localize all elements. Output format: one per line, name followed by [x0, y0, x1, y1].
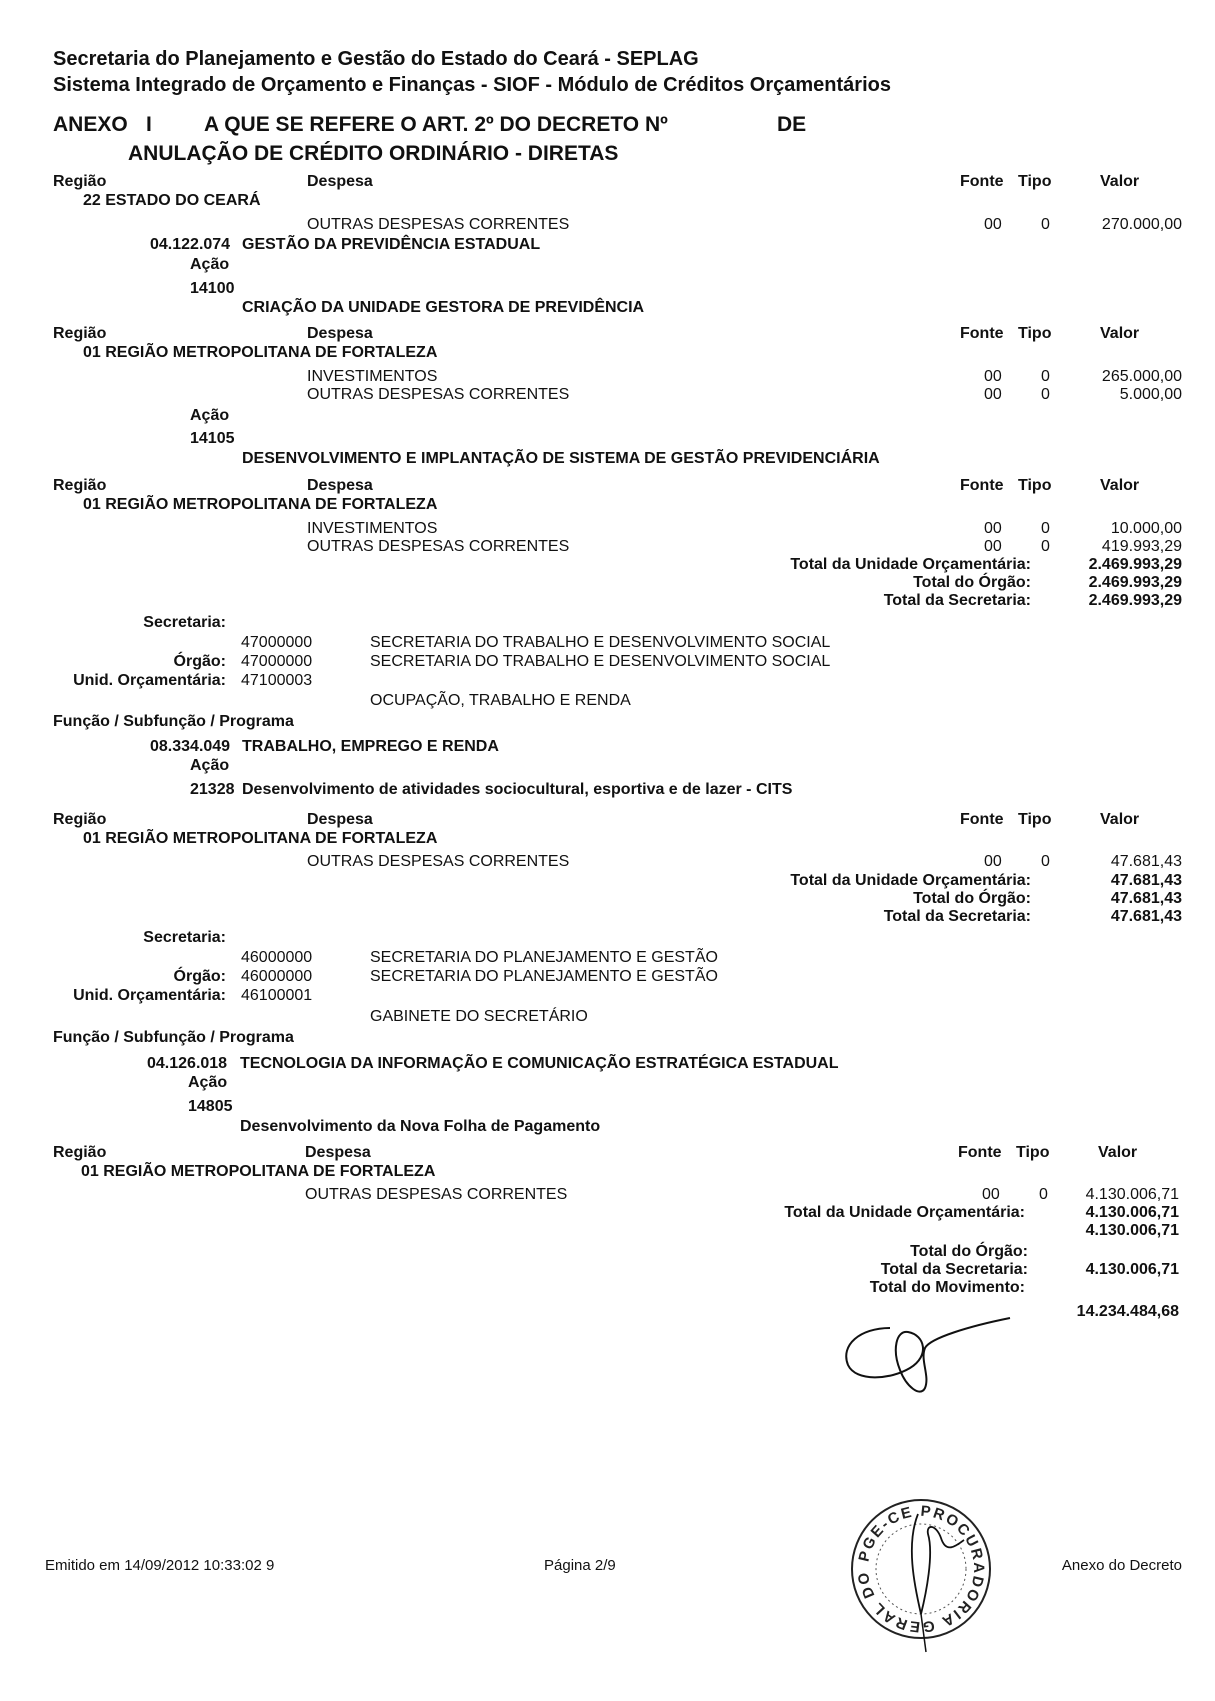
unid-name: OCUPAÇÃO, TRABALHO E RENDA [370, 692, 631, 709]
valor-header: Valor [1100, 811, 1140, 828]
total-unidade-value: 47.681,43 [1110, 872, 1182, 889]
valor-value: 5.000,00 [1119, 386, 1182, 403]
regiao-name: 01 REGIÃO METROPOLITANA DE FORTALEZA [81, 1163, 436, 1180]
programa-name: TRABALHO, EMPREGO E RENDA [242, 738, 499, 755]
tipo-header: Tipo [1016, 1144, 1050, 1161]
acao-label: Ação [190, 256, 230, 273]
despesa-header: Despesa [307, 477, 373, 494]
unid-label: Unid. Orçamentária: [73, 672, 226, 689]
acao-code: 21328 [190, 781, 235, 798]
header-line1: Secretaria do Planejamento e Gestão do Estado do Ceará - SEPLAG [53, 48, 699, 70]
total-unidade-value: 4.130.006,71 [1085, 1204, 1179, 1221]
valor-value: 10.000,00 [1110, 520, 1182, 537]
footer-emitido: Emitido em 14/09/2012 10:33:02 9 [45, 1557, 275, 1574]
fonte-header: Fonte [960, 811, 1004, 828]
valor-value: 47.681,43 [1110, 853, 1182, 870]
despesa-name: OUTRAS DESPESAS CORRENTES [307, 853, 570, 870]
orgao-code: 47000000 [241, 653, 313, 670]
anexo-label: ANEXO [53, 113, 128, 136]
acao-label: Ação [188, 1074, 228, 1091]
regiao-name: 01 REGIÃO METROPOLITANA DE FORTALEZA [83, 496, 438, 513]
funcao-label: Função / Subfunção / Programa [53, 713, 294, 730]
tipo-header: Tipo [1018, 325, 1052, 342]
despesa-name: INVESTIMENTOS [307, 520, 438, 537]
acao-name: DESENVOLVIMENTO E IMPLANTAÇÃO DE SISTEMA DE GESTÃO PREVIDENCIÁRIA [242, 450, 880, 467]
total-unidade-label: Total da Unidade Orçamentária: [790, 872, 1031, 889]
total-secretaria-label: Total da Secretaria: [883, 592, 1031, 609]
secretaria-code: 47000000 [241, 634, 313, 651]
footer-page-number: Página 2/9 [544, 1557, 616, 1574]
signature-mark [830, 1310, 1020, 1410]
unid-label: Unid. Orçamentária: [73, 987, 226, 1004]
valor-value: 265.000,00 [1101, 368, 1182, 385]
orgao-name: SECRETARIA DO TRABALHO E DESENVOLVIMENTO SOCIAL [370, 653, 831, 670]
acao-code: 14805 [188, 1098, 233, 1115]
total-unidade-label: Total da Unidade Orçamentária: [790, 556, 1031, 573]
acao-code: 14100 [190, 280, 235, 297]
tipo-value: 0 [1041, 386, 1050, 403]
fonte-value: 00 [984, 853, 1002, 870]
fonte-header: Fonte [960, 325, 1004, 342]
orgao-name: SECRETARIA DO PLANEJAMENTO E GESTÃO [370, 968, 718, 985]
total-orgao-label: Total do Órgão: [910, 1243, 1028, 1260]
valor-value: 4.130.006,71 [1085, 1186, 1179, 1203]
tipo-value: 0 [1041, 853, 1050, 870]
total-unidade-value: 2.469.993,29 [1088, 556, 1182, 573]
header-line2: Sistema Integrado de Orçamento e Finanças - SIOF - Módulo de Créditos Orçamentários [53, 74, 891, 96]
orgao-label: Órgão: [173, 968, 226, 985]
total-orgao-value: 2.469.993,29 [1088, 574, 1182, 591]
total-orgao-label: Total do Órgão: [913, 890, 1031, 907]
valor-header: Valor [1100, 173, 1140, 190]
total-movimento-label: Total do Movimento: [869, 1279, 1025, 1296]
svg-text:PGE-CE PROCURADORIA GERAL DO: PGE-CE PROCURADORIA GERAL DO ESTADO [839, 1481, 988, 1636]
total-unidade-label: Total da Unidade Orçamentária: [784, 1204, 1025, 1221]
orgao-code: 46000000 [241, 968, 313, 985]
despesa-header: Despesa [307, 325, 373, 342]
total-secretaria-value: 2.469.993,29 [1088, 592, 1182, 609]
unid-code: 47100003 [241, 672, 313, 689]
fonte-value: 00 [984, 538, 1002, 555]
anexo-number: I [146, 113, 152, 136]
fonte-value: 00 [982, 1186, 1000, 1203]
unid-name: GABINETE DO SECRETÁRIO [370, 1008, 588, 1025]
regiao-header: Região [53, 477, 107, 494]
total-secretaria-label: Total da Secretaria: [880, 1261, 1028, 1278]
acao-name: Desenvolvimento da Nova Folha de Pagamento [240, 1118, 601, 1135]
acao-label: Ação [190, 407, 230, 424]
total-orgao-value: 47.681,43 [1110, 890, 1182, 907]
total-secretaria-value: 4.130.006,71 [1085, 1261, 1179, 1278]
tipo-header: Tipo [1018, 477, 1052, 494]
anexo-reference: A QUE SE REFERE O ART. 2º DO DECRETO Nº [204, 113, 668, 136]
despesa-name: OUTRAS DESPESAS CORRENTES [305, 1186, 568, 1203]
stamp-seal [839, 1481, 996, 1644]
fonte-value: 00 [984, 216, 1002, 233]
acao-code: 14105 [190, 430, 235, 447]
document-subtitle: ANULAÇÃO DE CRÉDITO ORDINÁRIO - DIRETAS [128, 142, 619, 165]
fonte-value: 00 [984, 386, 1002, 403]
programa-name: TECNOLOGIA DA INFORMAÇÃO E COMUNICAÇÃO ESTRATÉGICA ESTADUAL [240, 1055, 839, 1072]
total-orgao-value: 4.130.006,71 [1085, 1222, 1179, 1239]
regiao-header: Região [53, 325, 107, 342]
fonte-value: 00 [984, 368, 1002, 385]
valor-header: Valor [1100, 325, 1140, 342]
despesa-header: Despesa [307, 173, 373, 190]
programa-name: GESTÃO DA PREVIDÊNCIA ESTADUAL [242, 236, 541, 253]
acao-name: Desenvolvimento de atividades sociocultural, esportiva e de lazer - CITS [242, 781, 793, 798]
programa-code: 04.122.074 [150, 236, 231, 253]
secretaria-name: SECRETARIA DO PLANEJAMENTO E GESTÃO [370, 949, 718, 966]
programa-code: 08.334.049 [150, 738, 231, 755]
total-secretaria-value: 47.681,43 [1110, 908, 1182, 925]
tipo-header: Tipo [1018, 811, 1052, 828]
tipo-value: 0 [1041, 520, 1050, 537]
fonte-header: Fonte [958, 1144, 1002, 1161]
regiao-header: Região [53, 811, 107, 828]
secretaria-code: 46000000 [241, 949, 313, 966]
regiao-name: 01 REGIÃO METROPOLITANA DE FORTALEZA [83, 344, 438, 361]
tipo-value: 0 [1041, 538, 1050, 555]
acao-name: CRIAÇÃO DA UNIDADE GESTORA DE PREVIDÊNCIA [242, 299, 645, 316]
despesa-name: OUTRAS DESPESAS CORRENTES [307, 216, 570, 233]
fonte-header: Fonte [960, 477, 1004, 494]
secretaria-label: Secretaria: [143, 614, 226, 631]
despesa-name: OUTRAS DESPESAS CORRENTES [307, 538, 570, 555]
total-secretaria-label: Total da Secretaria: [883, 908, 1031, 925]
tipo-value: 0 [1041, 368, 1050, 385]
programa-code: 04.126.018 [147, 1055, 228, 1072]
despesa-header: Despesa [305, 1144, 371, 1161]
orgao-label: Órgão: [173, 653, 226, 670]
regiao-name: 01 REGIÃO METROPOLITANA DE FORTALEZA [83, 830, 438, 847]
fonte-value: 00 [984, 520, 1002, 537]
secretaria-label: Secretaria: [143, 929, 226, 946]
unid-code: 46100001 [241, 987, 313, 1004]
regiao-header: Região [53, 173, 107, 190]
despesa-name: INVESTIMENTOS [307, 368, 438, 385]
valor-value: 270.000,00 [1101, 216, 1182, 233]
tipo-header: Tipo [1018, 173, 1052, 190]
despesa-header: Despesa [307, 811, 373, 828]
anexo-de: DE [777, 113, 807, 136]
funcao-label: Função / Subfunção / Programa [53, 1029, 294, 1046]
total-orgao-label: Total do Órgão: [913, 574, 1031, 591]
despesa-name: OUTRAS DESPESAS CORRENTES [307, 386, 570, 403]
regiao-name: 22 ESTADO DO CEARÁ [83, 192, 261, 209]
secretaria-name: SECRETARIA DO TRABALHO E DESENVOLVIMENTO SOCIAL [370, 634, 831, 651]
regiao-header: Região [53, 1144, 107, 1161]
valor-value: 419.993,29 [1101, 538, 1182, 555]
total-movimento-value: 14.234.484,68 [1076, 1303, 1179, 1320]
valor-header: Valor [1098, 1144, 1138, 1161]
valor-header: Valor [1100, 477, 1140, 494]
fonte-header: Fonte [960, 173, 1004, 190]
acao-label: Ação [190, 757, 230, 774]
tipo-value: 0 [1041, 216, 1050, 233]
tipo-value: 0 [1039, 1186, 1048, 1203]
footer-anexo: Anexo do Decreto [1061, 1557, 1182, 1574]
